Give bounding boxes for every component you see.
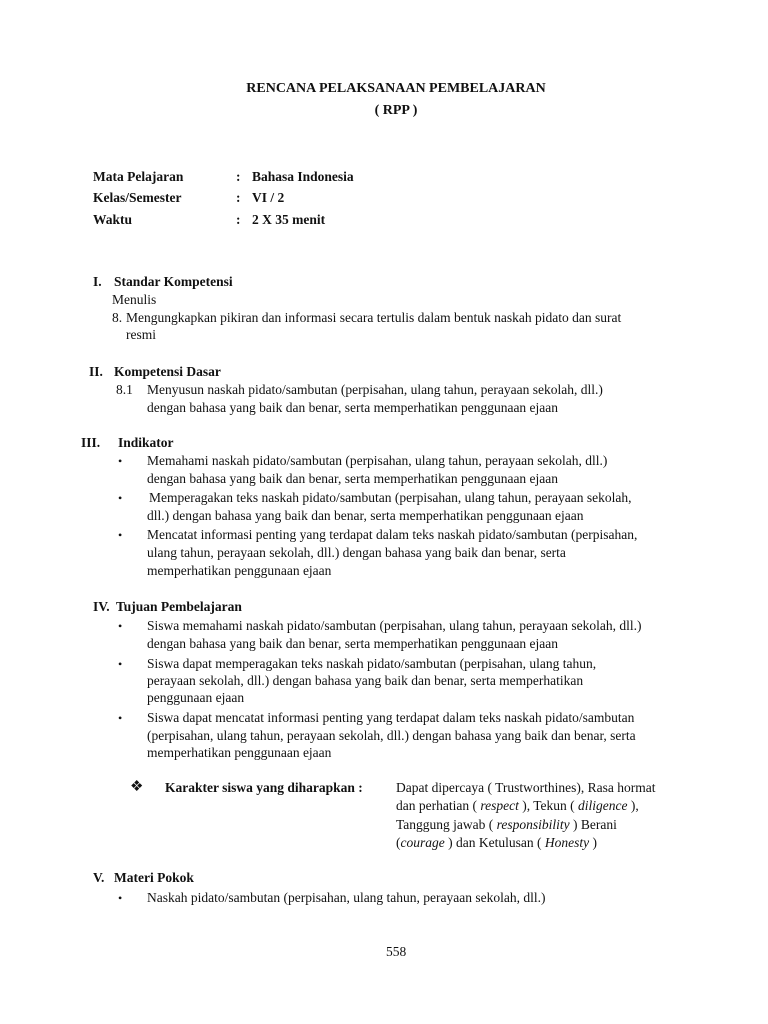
- section-number: IV.: [93, 599, 110, 614]
- identity-label: Kelas/Semester: [93, 190, 182, 205]
- section-number: V.: [93, 870, 105, 885]
- identity-value: VI / 2: [252, 190, 285, 205]
- identity-value: 2 X 35 menit: [252, 212, 326, 227]
- list-item: Siswa dapat memperagakan teks naskah pidato/sambutan (perpisahan, ulang tahun,: [147, 656, 597, 671]
- bullet-icon: •: [118, 454, 123, 468]
- list-item: Siswa memahami naskah pidato/sambutan (perpisahan, ulang tahun, perayaan sekolah, dll.): [147, 618, 642, 633]
- list-item: Memahami naskah pidato/sambutan (perpisahan, ulang tahun, perayaan sekolah, dll.): [147, 453, 608, 468]
- page-number: 558: [386, 944, 407, 959]
- item-number: 8.1: [116, 382, 133, 397]
- list-item: Memperagakan teks naskah pidato/sambutan (perpisahan, ulang tahun, perayaan sekolah,: [149, 490, 632, 505]
- section-text: Menulis: [112, 292, 157, 307]
- list-item: (perpisahan, ulang tahun, perayaan sekolah, dll.) dengan bahasa yang baik dan benar, serta: [147, 728, 636, 743]
- diamond-bullet-icon: ❖: [130, 779, 144, 795]
- identity-colon: :: [236, 169, 241, 184]
- karakter-text: dan perhatian ( respect ), Tekun ( diligence ),: [396, 798, 639, 813]
- bullet-icon: •: [118, 619, 123, 633]
- item-text: Mengungkapkan pikiran dan informasi secara tertulis dalam bentuk naskah pidato dan surat: [126, 310, 622, 325]
- section-heading: Tujuan Pembelajaran: [116, 599, 242, 614]
- karakter-text: Dapat dipercaya ( Trustworthines), Rasa hormat: [396, 780, 656, 795]
- item-number: 8.: [112, 310, 123, 325]
- list-item: dengan bahasa yang baik dan benar, serta memperhatikan penggunaan ejaan: [147, 471, 559, 486]
- list-item: Naskah pidato/sambutan (perpisahan, ulang tahun, perayaan sekolah, dll.): [147, 890, 546, 905]
- identity-label: Mata Pelajaran: [93, 169, 184, 184]
- section-number: I.: [93, 274, 102, 289]
- section-heading: Kompetensi Dasar: [114, 364, 221, 379]
- identity-colon: :: [236, 212, 241, 227]
- document-subtitle: ( RPP ): [374, 103, 418, 118]
- document-title: RENCANA PELAKSANAAN PEMBELAJARAN: [246, 81, 546, 96]
- list-item: dengan bahasa yang baik dan benar, serta memperhatikan penggunaan ejaan: [147, 636, 559, 651]
- item-text: resmi: [126, 327, 156, 342]
- bullet-icon: •: [118, 891, 123, 905]
- section-heading: Materi Pokok: [114, 870, 194, 885]
- list-item: Mencatat informasi penting yang terdapat dalam teks naskah pidato/sambutan (perpisahan,: [147, 527, 638, 542]
- karakter-label: Karakter siswa yang diharapkan :: [165, 780, 363, 795]
- item-text: Menyusun naskah pidato/sambutan (perpisahan, ulang tahun, perayaan sekolah, dll.): [147, 382, 603, 397]
- section-number: II.: [89, 364, 103, 379]
- section-heading: Standar Kompetensi: [114, 274, 233, 289]
- identity-value: Bahasa Indonesia: [252, 169, 354, 184]
- bullet-icon: •: [118, 528, 123, 542]
- list-item: dll.) dengan bahasa yang baik dan benar, serta memperhatikan penggunaan ejaan: [147, 508, 584, 523]
- list-item: ulang tahun, perayaan sekolah, dll.) dengan bahasa yang baik dan benar, serta: [147, 545, 566, 560]
- list-item: Siswa dapat mencatat informasi penting yang terdapat dalam teks naskah pidato/sambutan: [147, 710, 635, 725]
- list-item: memperhatikan penggunaan ejaan: [147, 563, 332, 578]
- bullet-icon: •: [118, 491, 123, 505]
- section-number: III.: [81, 435, 101, 450]
- section-heading: Indikator: [118, 435, 174, 450]
- list-item: perayaan sekolah, dll.) dengan bahasa yang baik dan benar, serta memperhatikan: [147, 673, 584, 688]
- identity-label: Waktu: [93, 212, 133, 227]
- bullet-icon: •: [118, 711, 123, 725]
- karakter-text: (courage ) dan Ketulusan ( Honesty ): [396, 835, 597, 850]
- list-item: penggunaan ejaan: [147, 690, 245, 705]
- item-text: dengan bahasa yang baik dan benar, serta memperhatikan penggunaan ejaan: [147, 400, 559, 415]
- karakter-text: Tanggung jawab ( responsibility ) Berani: [396, 817, 617, 832]
- list-item: memperhatikan penggunaan ejaan: [147, 745, 332, 760]
- identity-colon: :: [236, 190, 241, 205]
- bullet-icon: •: [118, 657, 123, 671]
